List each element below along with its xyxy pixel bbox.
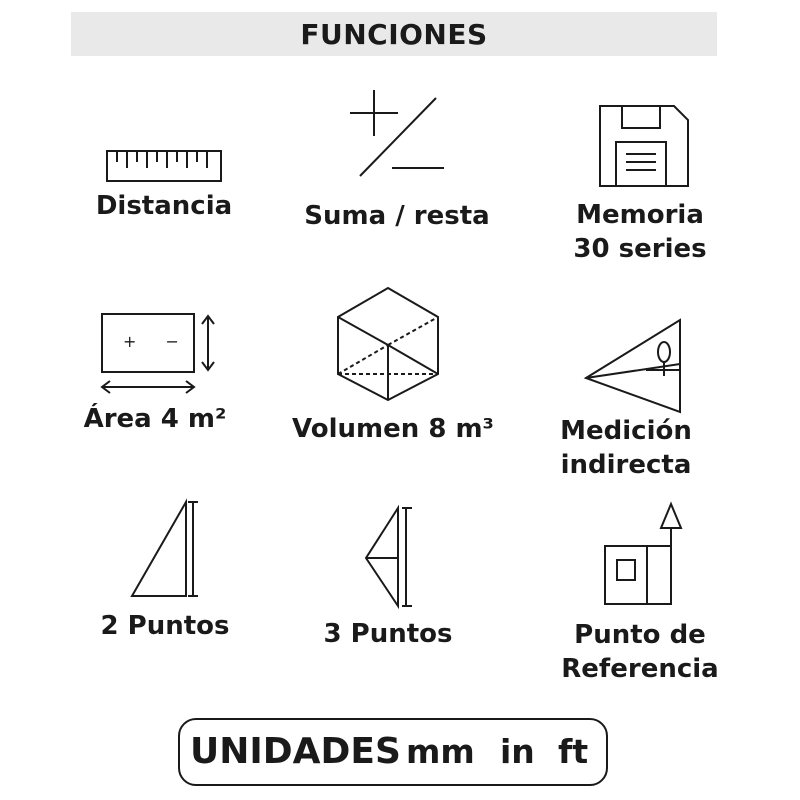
units-label: UNIDADES xyxy=(190,731,401,772)
function-label-memoria-line1: Memoria xyxy=(576,200,704,230)
function-label-medicion-line2: indirecta xyxy=(560,450,692,480)
three-points-triangle-icon xyxy=(362,506,416,610)
function-label-punto-line1: Punto de xyxy=(574,620,706,650)
function-label-memoria xyxy=(573,198,706,266)
two-points-triangle-icon xyxy=(130,500,200,600)
header-bar xyxy=(71,12,717,56)
function-label-medicion xyxy=(560,414,692,482)
unit-mm: mm xyxy=(406,732,475,771)
unit-in: in xyxy=(500,732,535,771)
function-label-volumen: Volumen 8 m³ xyxy=(292,414,494,444)
function-label-medicion-line1: Medición xyxy=(560,416,692,446)
page-title: FUNCIONES xyxy=(300,18,488,51)
function-label-distancia: Distancia xyxy=(95,191,233,221)
volume-cube-icon xyxy=(336,286,442,402)
floppy-disk-icon xyxy=(598,104,690,188)
plus-minus-icon xyxy=(346,88,446,180)
indirect-measure-icon xyxy=(584,318,684,414)
units-box xyxy=(178,718,608,786)
function-label-punto-referencia xyxy=(561,618,718,686)
area-rectangle-icon xyxy=(98,312,228,398)
ruler-icon xyxy=(106,150,222,184)
function-label-punto-line2: Referencia xyxy=(561,654,719,684)
unit-ft: ft xyxy=(558,732,589,771)
function-label-memoria-line2: 30 series xyxy=(573,234,707,264)
reference-point-icon xyxy=(603,502,685,606)
area-icon-text: + − xyxy=(123,332,191,351)
function-label-2-puntos: 2 Puntos xyxy=(100,611,230,641)
function-label-3-puntos: 3 Puntos xyxy=(323,619,453,649)
function-label-suma-resta: Suma / resta xyxy=(304,201,490,231)
function-label-area: Área 4 m² xyxy=(83,404,227,434)
